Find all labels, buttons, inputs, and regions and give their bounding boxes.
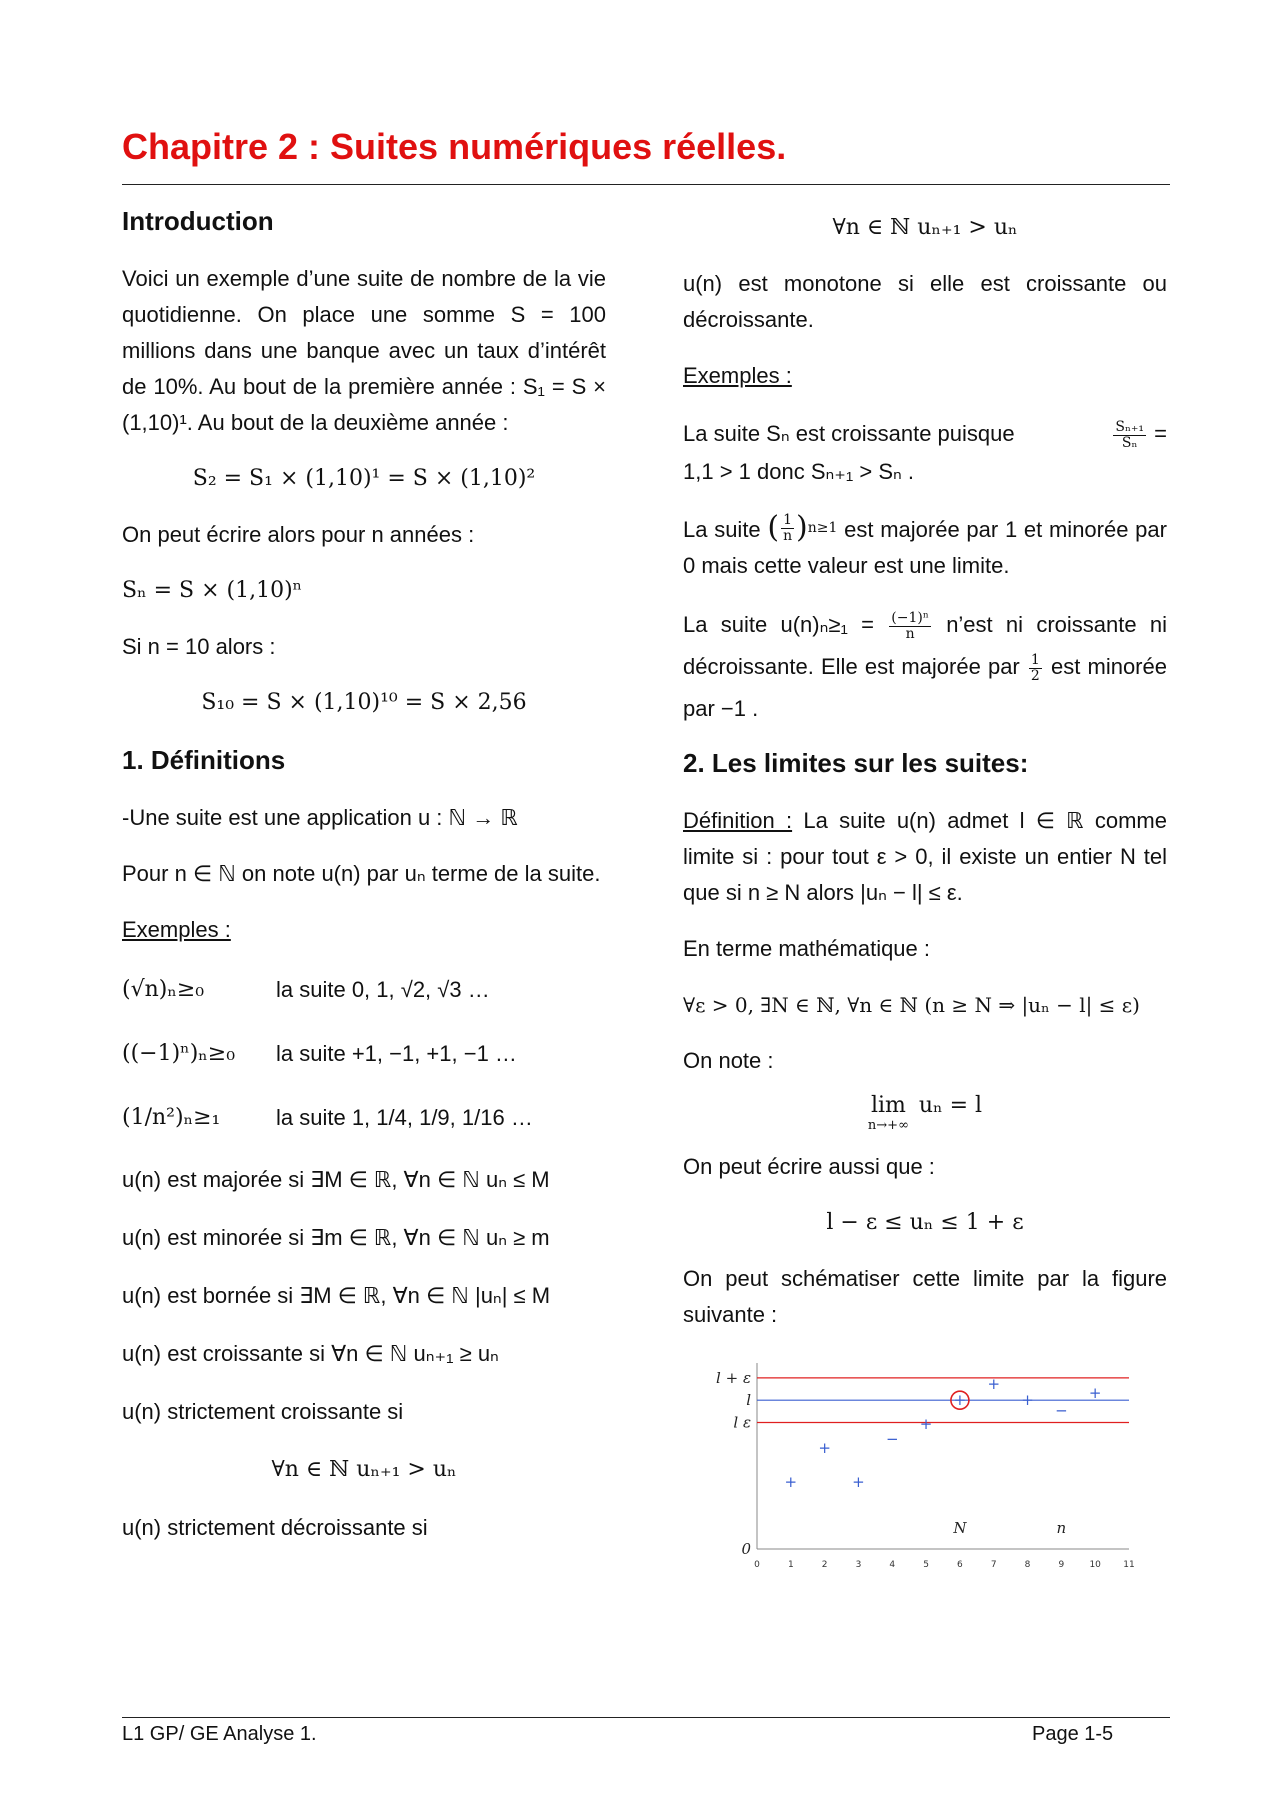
data-point: + (1021, 1391, 1034, 1410)
eq-strict-croissante: ∀n ∈ ℕ uₙ₊₁ > uₙ (271, 1457, 457, 1483)
right-column (683, 206, 1167, 1589)
limit-chart (709, 1353, 1149, 1589)
schema-text: On peut schématiser cette limite par la figure suivante : (683, 1266, 1167, 1328)
intro-text: Voici un exemple d’une suite de nombre de la vie quotidienne. On place une somme S = 100 millions dans une banque avec un taux d’intérêt de 10%. Au bout de la première année : S₁ = S × (1,10)¹. Au bout de la deuxième année : (122, 266, 606, 436)
intro-heading: Introduction (122, 206, 274, 236)
bornee-def: u(n) est bornée si ∃M ∈ ℝ, ∀n ∈ ℕ |uₙ| ≤ M (122, 1283, 551, 1309)
example-alt-text: n’est ni croissante ni décroissante. Elle est majorée par (683, 612, 1167, 679)
limits-heading: 2. Les limites sur les suites: (683, 748, 1029, 778)
eq-s10: S₁₀ = S × (1,10)¹⁰ = S × 2,56 (201, 690, 527, 716)
footer-rule (122, 1717, 1170, 1718)
title-rule (122, 184, 1170, 185)
data-point: + (818, 1439, 831, 1458)
fraction-denominator: 2 (1030, 667, 1040, 684)
fraction-numerator: Sₙ₊₁ (1115, 418, 1145, 435)
eq-strict-decroissante: ∀n ∈ ℕ uₙ₊₁ > uₙ (832, 215, 1018, 240)
example-inv-square-values: la suite 1, 1/4, 1/9, 1/16 … (276, 1105, 533, 1131)
eq-bounds: l − ε ≤ uₙ ≤ 1 + ε (826, 1210, 1024, 1236)
def-note: Pour n ∈ ℕ on note u(n) par uₙ terme de la suite. (122, 861, 601, 887)
example-alt-intro: La suite u(n)ₙ≥₁ = (683, 612, 874, 637)
x-tick-label: 9 (1058, 1560, 1065, 1571)
footer-course: L1 GP/ GE Analyse 1. (122, 1723, 317, 1745)
example-sn-line1 (683, 416, 1167, 452)
y-tick-label: l + ε (716, 1369, 751, 1388)
page-title: Chapitre 2 : Suites numériques réelles. (122, 126, 787, 167)
limit-definition (683, 803, 1167, 911)
data-point: + (919, 1415, 933, 1434)
example-alt (122, 1022, 606, 1086)
lim-rhs: uₙ = l (918, 1093, 983, 1119)
x-tick-label: 5 (923, 1560, 929, 1571)
y-tick-label: l (746, 1391, 751, 1410)
fraction-denominator: Sₙ (1121, 434, 1138, 451)
example-half-fraction (1029, 653, 1042, 684)
on-note-text: On note : (683, 1048, 774, 1074)
limit-figure (709, 1353, 1149, 1589)
example-inverse-intro: La suite (683, 517, 761, 542)
equals-sign: = (1154, 421, 1167, 446)
x-tick-label: 6 (957, 1560, 963, 1571)
example-alt-seq: ((−1)ⁿ)ₙ≥₀ (122, 1041, 236, 1067)
data-point: − (1055, 1401, 1068, 1420)
si-n10-text: Si n = 10 alors : (122, 634, 276, 660)
x-tick-label: 11 (1123, 1560, 1135, 1571)
x-tick-label: 3 (855, 1560, 862, 1571)
strict-croissante-def: u(n) strictement croissante si (122, 1399, 404, 1425)
examples-label-right: Exemples : (683, 363, 792, 388)
example-sn-text: La suite Sₙ est croissante puisque (683, 421, 1015, 446)
data-point: + (953, 1391, 967, 1410)
minoree-def: u(n) est minorée si ∃m ∈ ℝ, ∀n ∈ ℕ uₙ ≥ m (122, 1225, 550, 1251)
limit-notation (683, 1093, 1167, 1133)
monotone-def: u(n) est monotone si elle est croissante ou décroissante. (683, 271, 1167, 332)
example-inverse-seq: ( $\frac{1}{n}$ ) n≥1 (767, 510, 838, 545)
x-tick-label: 1 (787, 1560, 794, 1571)
data-point: + (852, 1473, 865, 1492)
eq-s2: S₂ = S₁ × (1,10)¹ = S × (1,10)² (192, 466, 536, 492)
x-tick-label: 7 (990, 1560, 997, 1571)
y-tick-label: l ε (733, 1413, 751, 1432)
majoree-def: u(n) est majorée si ∃M ∈ ℝ, ∀n ∈ ℕ uₙ ≤ M (122, 1167, 550, 1193)
fraction-numerator: 1 (783, 511, 793, 528)
n-years-text: On peut écrire alors pour n années : (122, 522, 475, 548)
example-inverse-text: est majorée par 1 et minorée par 0 mais cette valeur est une limite. (683, 517, 1167, 578)
eq-formal-limit: ∀ε > 0, ∃N ∈ ℕ, ∀n ∈ ℕ (n ≥ N ⇒ |uₙ − l| ≤ ε) (683, 993, 1140, 1018)
aussi-text: On peut écrire aussi que : (683, 1154, 935, 1180)
fraction-numerator: 1 (1030, 651, 1040, 668)
data-point: − (885, 1430, 899, 1449)
example-sqrt (122, 958, 606, 1022)
lim-word: lim (870, 1093, 906, 1119)
x-tick-label: 10 (1089, 1560, 1101, 1571)
x-tick-label: 0 (754, 1560, 760, 1571)
definition-label: Définition : (683, 808, 793, 834)
math-term-text: En terme mathématique : (683, 936, 931, 962)
data-point: + (1088, 1383, 1102, 1402)
def-suite: -Une suite est une application u : ℕ → ℝ (122, 805, 518, 831)
definition-text: La suite u(n) admet l ∈ ℝ comme limite si : pour tout ε > 0, il existe un entier N tel que si n ≥ N alors |uₙ − l| ≤ ε. (683, 808, 1167, 906)
strict-decroissante-def: u(n) strictement décroissante si (122, 1515, 428, 1541)
data-point: + (784, 1473, 798, 1492)
x-tick-label: 8 (1024, 1560, 1031, 1571)
example-sqrt-values: la suite 0, 1, √2, √3 … (276, 977, 490, 1003)
lim-subscript: n→+∞ (867, 1118, 909, 1134)
example-sqrt-seq: (√n)ₙ≥₀ (122, 977, 205, 1003)
left-column (122, 206, 606, 1546)
example-alt-end: est minorée par −1 . (683, 654, 1167, 721)
chart-annotation: n (1056, 1519, 1067, 1538)
fraction-numerator: (−1)ⁿ (891, 609, 929, 626)
data-point: + (987, 1375, 1001, 1394)
x-tick-label: 4 (889, 1560, 896, 1571)
fraction-denominator: n (783, 527, 793, 544)
y-tick-label: 0 (741, 1540, 751, 1559)
example-sn-fraction (1113, 420, 1146, 451)
example-inv-square (122, 1086, 606, 1150)
examples-label: Exemples : (122, 917, 231, 943)
eq-sn: Sₙ = S × (1,10)ⁿ (122, 578, 303, 604)
example-alt-values: la suite +1, −1, +1, −1 … (276, 1041, 517, 1067)
example-inverse (683, 510, 1167, 584)
example-alternating (683, 604, 1167, 730)
example-inv-square-seq: (1/n²)ₙ≥₁ (122, 1105, 221, 1131)
example-sn-line2: 1,1 > 1 donc Sₙ₊₁ > Sₙ . (683, 459, 915, 484)
x-tick-label: 2 (821, 1560, 828, 1571)
definitions-heading: 1. Définitions (122, 745, 286, 776)
chart-annotation: N (953, 1519, 967, 1538)
example-alt-fraction (889, 611, 931, 642)
croissante-def: u(n) est croissante si ∀n ∈ ℕ uₙ₊₁ ≥ uₙ (122, 1341, 499, 1367)
fraction-denominator: n (905, 625, 915, 642)
footer-page-number: Page 1-5 (1032, 1723, 1114, 1745)
